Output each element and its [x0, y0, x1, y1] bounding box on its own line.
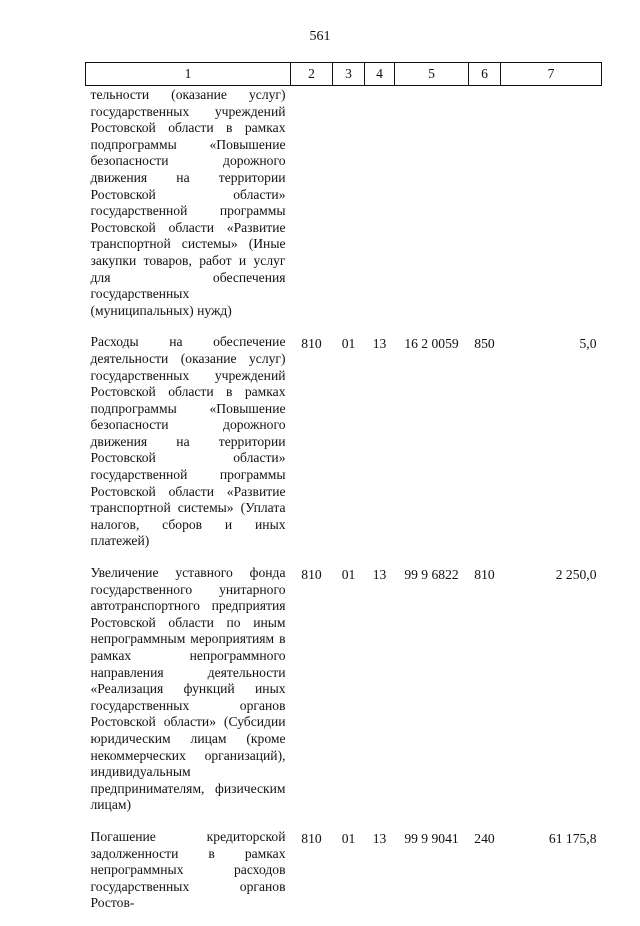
row-description: Расходы на обеспечение деятельности (оказание услуг) государственных учреждений Ростовской области в рамках подпрограммы «Повышение безопасности дорожного движения на территории Ростовской области» государственной программы Ростовской области «Развитие транспортной системы» (Уплата налогов, сборов и иных платежей) [90, 334, 286, 549]
row-expense-type-code: 810 [474, 567, 495, 583]
row-section-code [333, 86, 365, 334]
row-amount: 61 175,8 [548, 830, 597, 846]
row-section-code: 01 [341, 830, 356, 846]
row-amount [501, 86, 602, 334]
table-row [86, 828, 602, 926]
row-section-code: 01 [341, 567, 356, 583]
column-header-subsection: 4 [365, 63, 395, 86]
budget-table [85, 62, 602, 926]
row-subsection-code: 13 [372, 336, 387, 352]
row-section-code: 01 [341, 336, 356, 352]
column-header-section: 3 [333, 63, 365, 86]
row-amount: 2 250,0 [555, 567, 597, 583]
row-ministry-code: 810 [301, 830, 322, 846]
table-row [86, 564, 602, 828]
row-ministry-code [291, 86, 333, 334]
row-expense-type-code: 240 [474, 830, 495, 846]
column-header-ministry: 2 [291, 63, 333, 86]
row-amount: 5,0 [579, 336, 597, 352]
column-header-description: 1 [86, 63, 291, 86]
row-target-code: 99 9 6822 [404, 567, 459, 583]
page-number: 561 [309, 29, 331, 44]
row-expense-type-code [469, 86, 501, 334]
row-ministry-code: 810 [301, 336, 322, 352]
table-row [86, 86, 602, 334]
row-target-code [395, 86, 469, 334]
row-description: тельности (оказание услуг) государственных учреждений Ростовской области в рамках подпрограммы «Повышение безопасности дорожного движения на территории Ростовской области» государственной программы Ростовской области «Развитие транспортной системы» (Иные закупки товаров, работ и услуг для обеспечения государственных (муниципальных) нужд) [90, 87, 286, 318]
row-target-code: 16 2 0059 [404, 336, 459, 352]
row-target-code: 99 9 9041 [404, 830, 459, 846]
table-row [86, 333, 602, 564]
column-header-expense-type: 6 [469, 63, 501, 86]
row-subsection-code: 13 [372, 567, 387, 583]
column-header-target: 5 [395, 63, 469, 86]
row-description: Погашение кредиторской задолженности в рамках непрограммных расходов государственных органов Ростов- [90, 828, 286, 911]
row-subsection-code [365, 86, 395, 334]
row-ministry-code: 810 [301, 567, 322, 583]
column-header-amount: 7 [501, 63, 602, 86]
row-subsection-code: 13 [372, 830, 387, 846]
row-description: Увеличение уставного фонда государственного унитарного автотранспортного предприятия Ростовской области по иным непрограммным мероприятиям в рамках непрограммного направления деятельности «Реализация функций иных государственных органов Ростовской области» (Субсидии юридическим лицам (кроме некоммерческих организаций), индивидуальным предпринимателям, физическим лицам) [90, 565, 286, 813]
header-row [86, 63, 602, 86]
row-expense-type-code: 850 [474, 336, 495, 352]
